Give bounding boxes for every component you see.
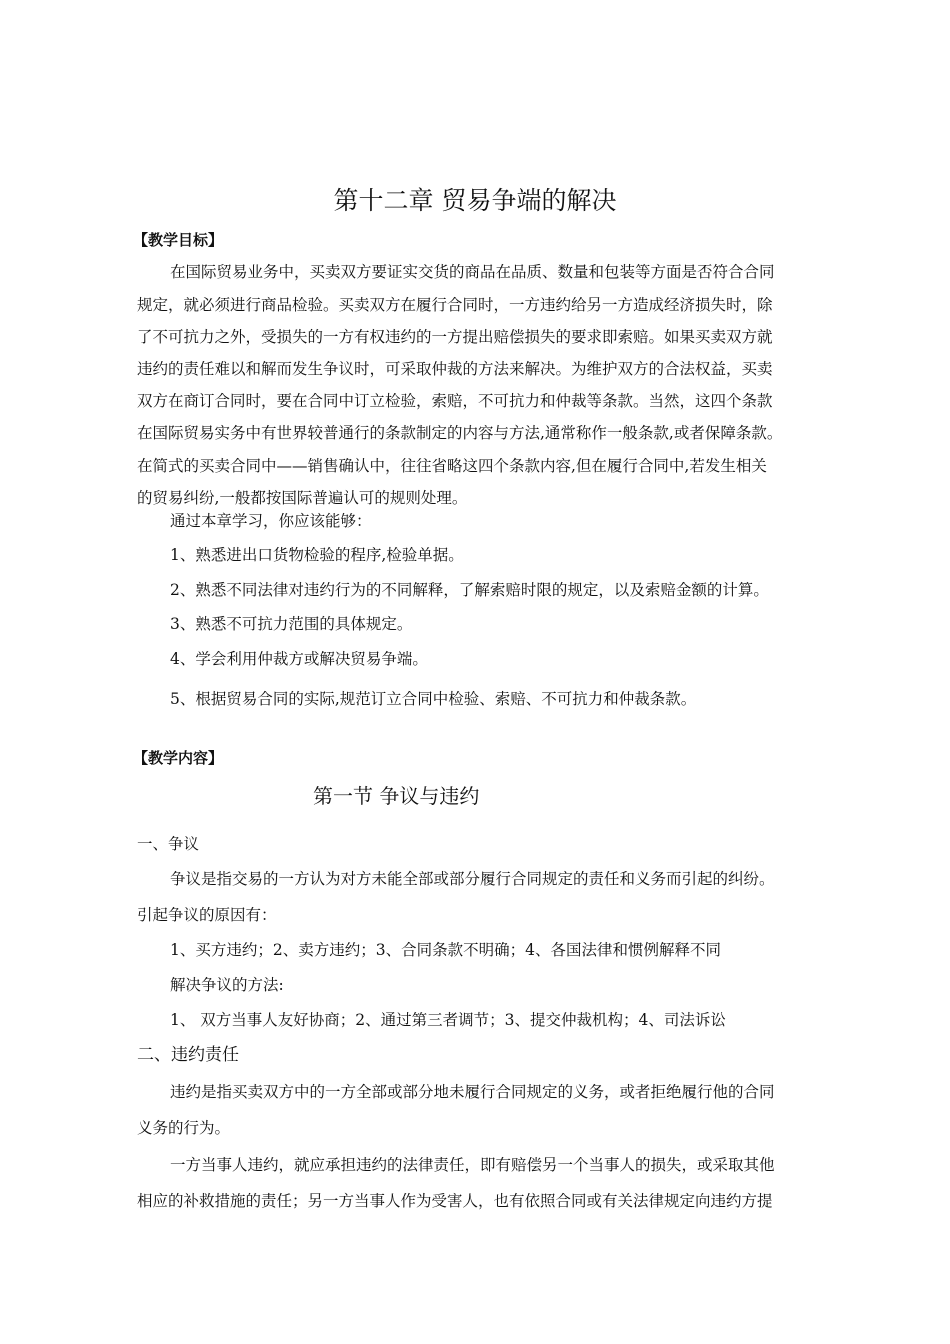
intro-line-3: 了不可抗力之外，受损失的一方有权违约的一方提出赔偿损失的要求即索赔。如果买卖双方就 <box>137 328 773 346</box>
sub2-title: 二、违约责任 <box>137 1045 239 1065</box>
sub2-paragraph-line-2: 相应的补救措施的责任；另一方当事人作为受害人，也有依照合同或有关法律规定向违约方提 <box>137 1192 773 1210</box>
intro-line-2: 规定，就必须进行商品检验。买卖双方在履行合同时，一方违约给另一方造成经济损失时，除 <box>137 296 773 314</box>
sub1-causes: 1、买方违约；2、卖方违约；3、合同条款不明确；4、各国法律和惯例解释不同 <box>170 941 721 959</box>
intro-line-6: 在国际贸易实务中有世界较普通行的条款制定的内容与方法,通常称作一般条款,或者保障条款。 <box>137 424 783 442</box>
sub1-definition-line-2: 引起争议的原因有： <box>137 906 277 924</box>
goal-item-1: 1、熟悉进出口货物检验的程序,检验单据。 <box>170 546 464 564</box>
intro-line-8: 的贸易纠纷,一般都按国际普遍认可的规则处理。 <box>137 489 468 507</box>
goal-item-3: 3、熟悉不可抗力范围的具体规定。 <box>170 615 413 633</box>
section-title: 第一节 争议与违约 <box>313 784 480 808</box>
intro-line-4: 违约的责任难以和解而发生争议时，可采取仲裁的方法来解决。为维护双方的合法权益，买卖 <box>137 360 773 378</box>
sub1-title: 一、争议 <box>137 835 200 853</box>
intro-line-5: 双方在商订合同时，要在合同中订立检验，索赔，不可抗力和仲裁等条款。当然，这四个条款 <box>137 392 773 410</box>
sub2-definition-line-1: 违约是指买卖双方中的一方全部或部分地未履行合同规定的义务，或者拒绝履行他的合同 <box>170 1083 775 1101</box>
goal-item-4: 4、学会利用仲裁方或解决贸易争端。 <box>170 650 428 668</box>
after-study-line: 通过本章学习，你应该能够： <box>170 512 372 530</box>
sub1-methods: 1、 双方当事人友好协商；2、通过第三者调节；3、提交仲裁机构；4、司法诉讼 <box>170 1011 726 1029</box>
content-heading: 【教学内容】 <box>133 749 224 767</box>
intro-line-7: 在简式的买卖合同中——销售确认中，往往省略这四个条款内容,但在履行合同中,若发生相关 <box>137 457 767 475</box>
sub1-methods-label: 解决争议的方法: <box>170 976 284 994</box>
objectives-heading: 【教学目标】 <box>133 231 224 249</box>
goal-item-2: 2、熟悉不同法律对违约行为的不同解释，了解索赔时限的规定，以及索赔金额的计算。 <box>170 581 769 599</box>
goal-item-5: 5、根据贸易合同的实际,规范订立合同中检验、索赔、不可抗力和仲裁条款。 <box>170 690 697 708</box>
sub1-definition-line-1: 争议是指交易的一方认为对方未能全部或部分履行合同规定的责任和义务而引起的纠纷。 <box>170 870 775 888</box>
chapter-title: 第十二章 贸易争端的解决 <box>333 186 617 215</box>
sub2-paragraph-line-1: 一方当事人违约，就应承担违约的法律责任，即有赔偿另一个当事人的损失，或采取其他 <box>170 1156 775 1174</box>
intro-line-1: 在国际贸易业务中，买卖双方要证实交货的商品在品质、数量和包装等方面是否符合合同 <box>170 263 775 281</box>
sub2-definition-line-2: 义务的行为。 <box>137 1119 231 1137</box>
